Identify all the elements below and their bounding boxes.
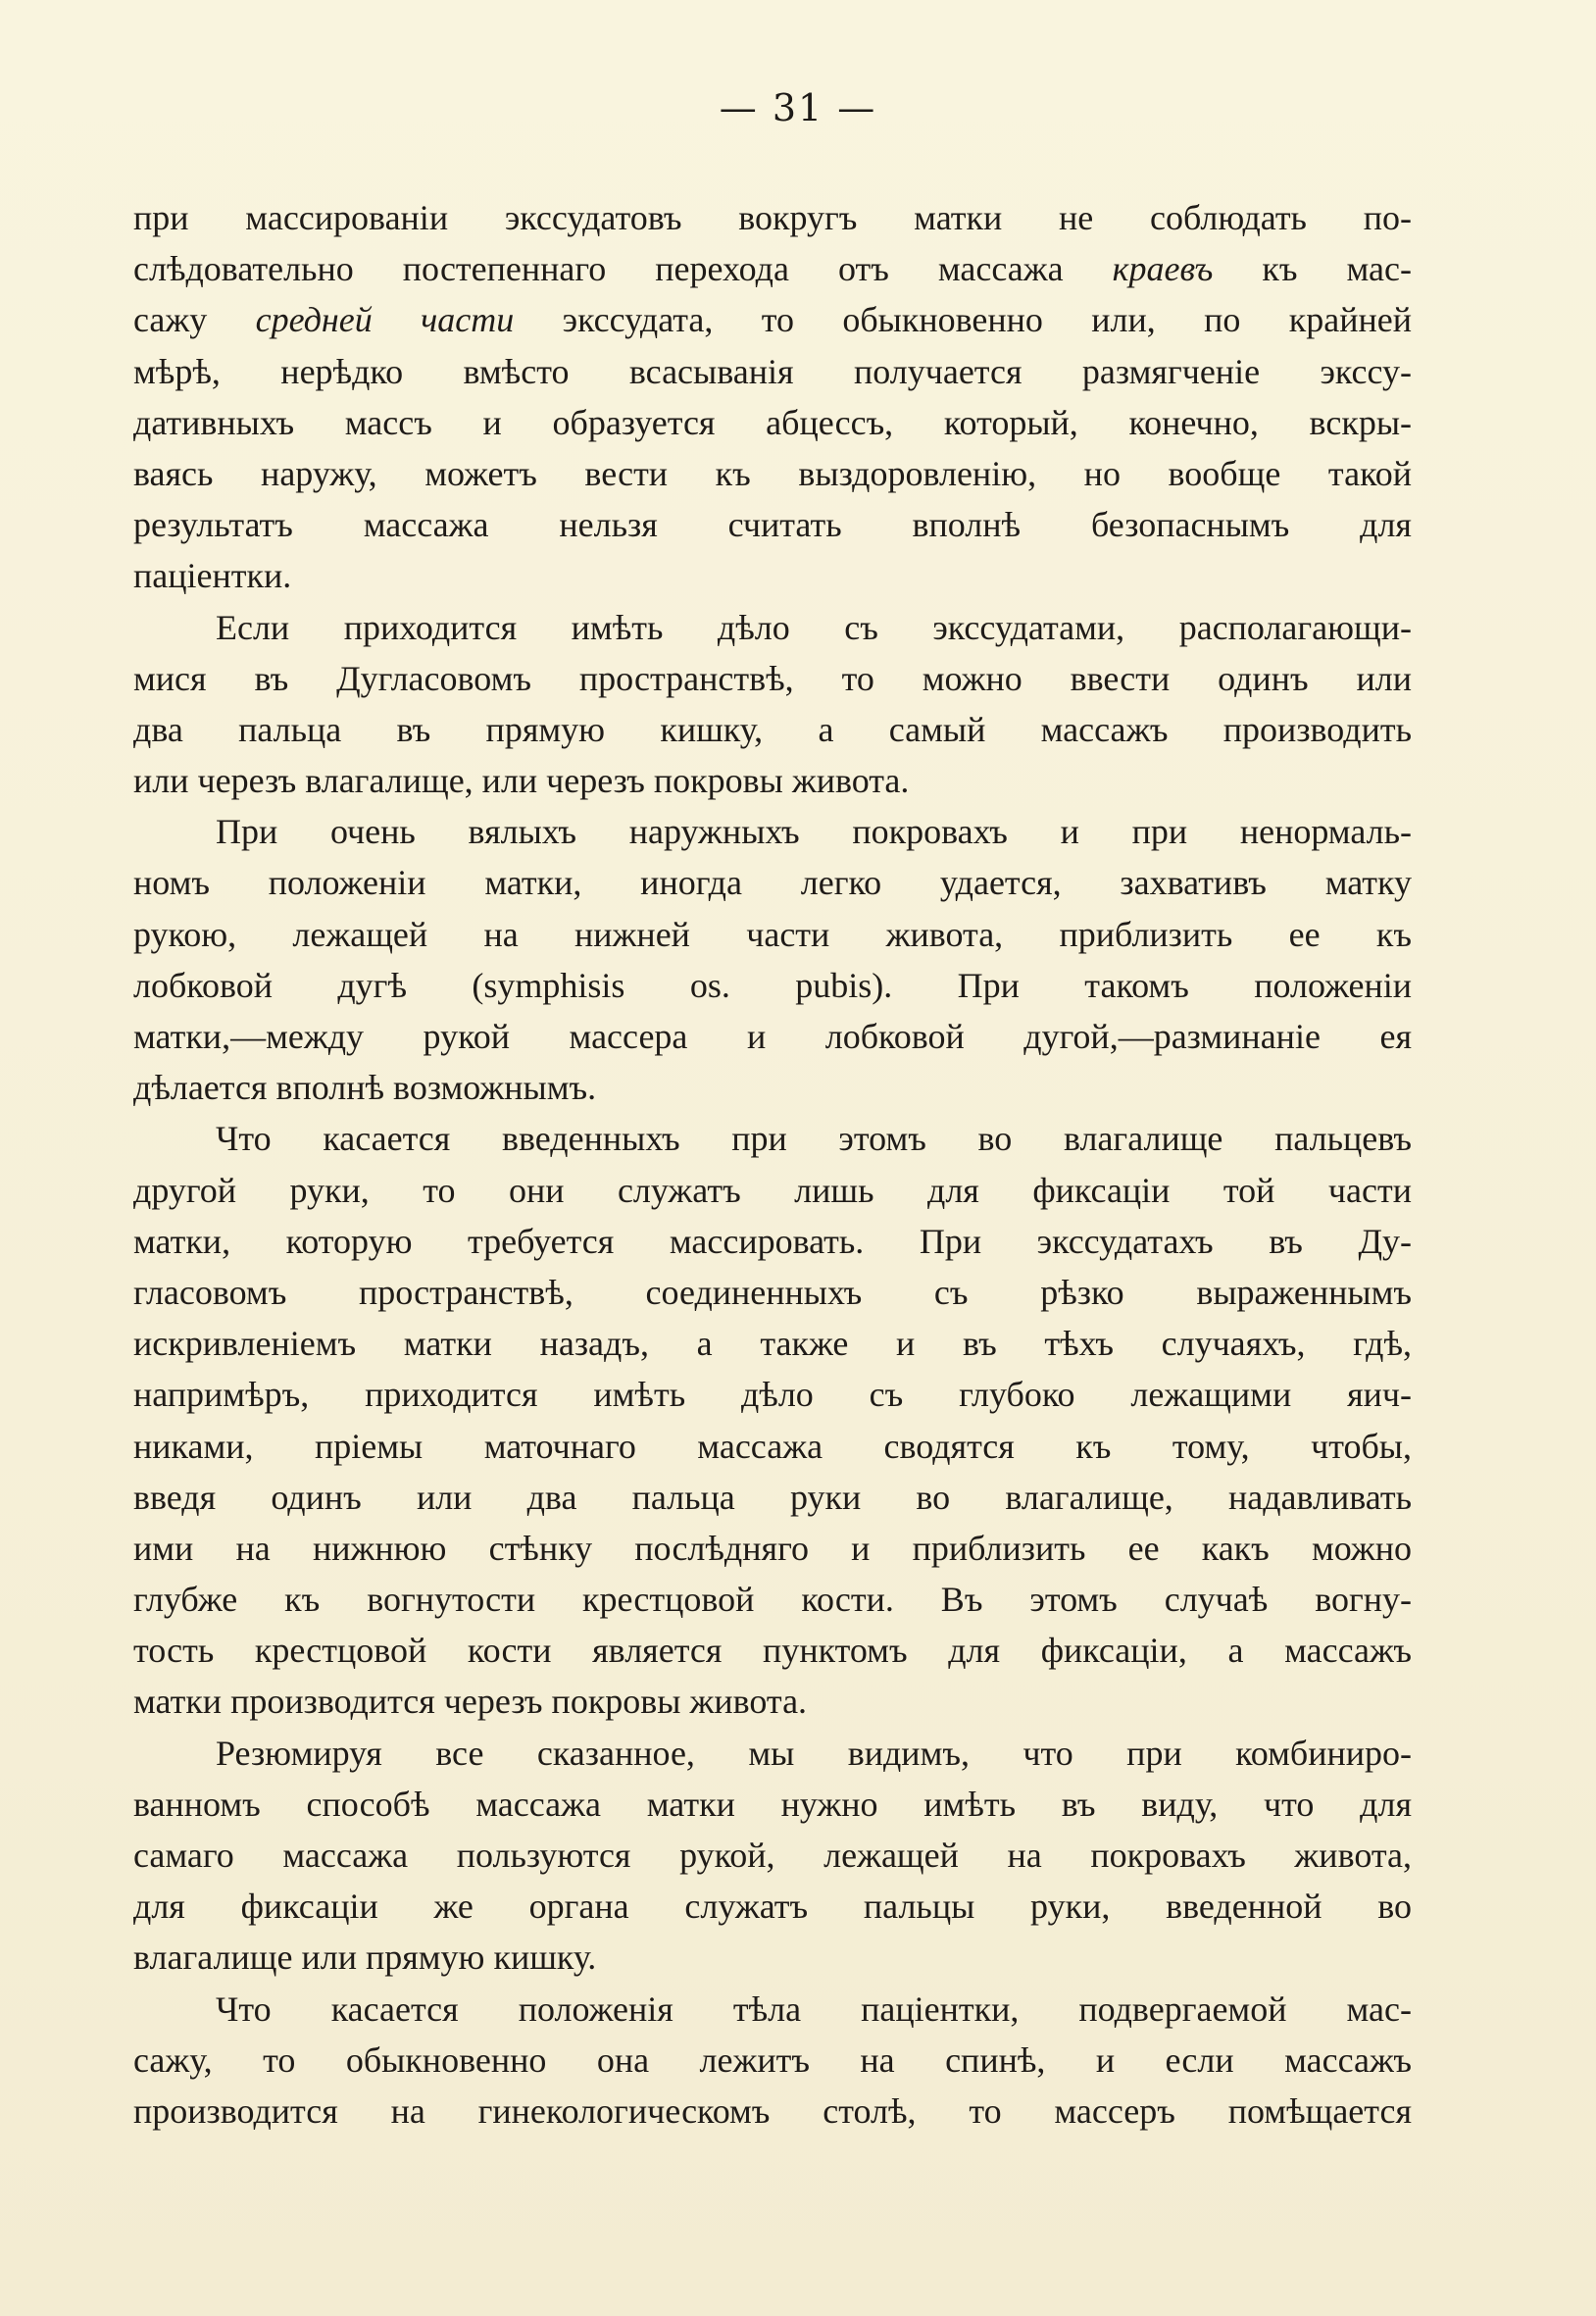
body-text <box>133 192 1412 2137</box>
text-line: лобковой дугѣ (symphisis os. pubis). При такомъ положеніи <box>133 965 1412 1005</box>
text-line: Если приходится имѣть дѣло съ экссудатами, располагающи- <box>216 607 1412 647</box>
text-line: гласовомъ пространствѣ, соединенныхъ съ рѣзко выраженнымъ <box>133 1272 1412 1312</box>
text-line: результатъ массажа нельзя считать вполнѣ безопаснымъ для <box>133 505 1412 545</box>
text-line: слѣдовательно постепеннаго перехода отъ массажа краевъ къ мас- <box>133 249 1412 289</box>
text-line: ванномъ способѣ массажа матки нужно имѣть въ виду, что для <box>133 1784 1412 1824</box>
text-line: влагалище или прямую кишку. <box>133 1938 597 1978</box>
text-line: Что касается введенныхъ при этомъ во влагалище пальцевъ <box>216 1119 1412 1159</box>
text-line: матки, которую требуется массировать. При экссудатахъ въ Ду- <box>133 1221 1412 1261</box>
text-line: номъ положеніи матки, иногда легко удается, захвативъ матку <box>133 863 1412 903</box>
text-line: Резюмируя все сказанное, мы видимъ, что при комбиниро- <box>216 1733 1412 1773</box>
text-line: матки производится черезъ покровы живота. <box>133 1682 808 1722</box>
text-line: При очень вялыхъ наружныхъ покровахъ и при ненормаль- <box>216 812 1412 852</box>
text-line: никами, пріемы маточнаго массажа сводятся къ тому, чтобы, <box>133 1426 1412 1466</box>
text-line: мѣрѣ, нерѣдко вмѣсто всасыванія получается размягченіе экссу- <box>133 351 1412 391</box>
text-line: или черезъ влагалище, или черезъ покровы живота. <box>133 761 910 801</box>
text-line: мися въ Дугласовомъ пространствѣ, то можно ввести одинъ или <box>133 658 1412 698</box>
text-line: искривленіемъ матки назадъ, а также и въ тѣхъ случаяхъ, гдѣ, <box>133 1324 1412 1364</box>
text-line: сажу, то обыкновенно она лежитъ на спинѣ, и если массажъ <box>133 2039 1412 2080</box>
text-line: для фиксаціи же органа служатъ пальцы руки, введенной во <box>133 1887 1412 1927</box>
text-line: паціентки. <box>133 556 292 596</box>
text-line: самаго массажа пользуются рукой, лежащей на покровахъ живота, <box>133 1836 1412 1875</box>
text-line: рукою, лежащей на нижней части живота, приблизить ее къ <box>133 914 1412 954</box>
text-line: ваясь наружу, можетъ вести къ выздоровленію, но вообще такой <box>133 453 1412 493</box>
page-number: — 31 — <box>719 86 877 129</box>
text-line: два пальца въ прямую кишку, а самый массажъ производить <box>133 709 1412 749</box>
text-line: ими на нижнюю стѣнку послѣдняго и приблизить ее какъ можно <box>133 1528 1412 1568</box>
text-line: тость крестцовой кости является пунктомъ для фиксаціи, а массажъ <box>133 1631 1412 1671</box>
text-line: Что касается положенія тѣла паціентки, подвергаемой мас- <box>216 1989 1412 2029</box>
text-line: производится на гинекологическомъ столѣ, то массеръ помѣщается <box>133 2090 1412 2131</box>
text-line: напримѣръ, приходится имѣть дѣло съ глубоко лежащими яич- <box>133 1375 1412 1415</box>
text-line: матки,—между рукой массера и лобковой дугой,—разминаніе ея <box>133 1017 1412 1056</box>
text-line: другой руки, то они служатъ лишь для фиксаціи той части <box>133 1170 1412 1210</box>
text-line: при массированіи экссудатовъ вокругъ матки не соблюдать по- <box>133 198 1412 237</box>
text-line: глубже къ вогнутости крестцовой кости. Въ этомъ случаѣ вогну- <box>133 1580 1412 1620</box>
text-line: сажу средней части экссудата, то обыкновенно или, по крайней <box>133 300 1413 340</box>
text-line: введя одинъ или два пальца руки во влагалище, надавливать <box>133 1477 1412 1517</box>
text-line: дѣлается вполнѣ возможнымъ. <box>133 1068 597 1108</box>
text-line: дативныхъ массъ и образуется абцессъ, который, конечно, вскры- <box>133 402 1412 442</box>
